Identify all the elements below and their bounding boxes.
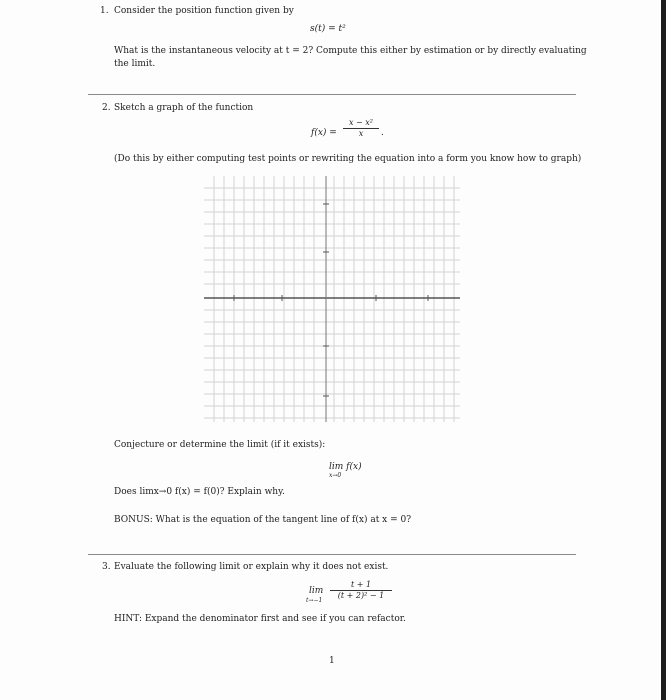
page-number: 1 — [329, 656, 335, 666]
axis-ticks — [234, 204, 428, 396]
q2-divider — [88, 554, 576, 555]
q2-number: 2. — [102, 103, 111, 113]
q3-lim-sub: t→−1 — [306, 597, 323, 604]
q1-formula: s(t) = t² — [310, 24, 346, 34]
q2-conjecture: Conjecture or determine the limit (if it exists): — [114, 440, 326, 450]
q2-limit-expr: lim f(x) — [329, 462, 362, 472]
q1-divider — [88, 94, 576, 95]
q2-does: Does limx→0 f(x) = f(0)? Explain why. — [114, 487, 285, 497]
q2-func-lhs: f(x) = — [311, 128, 337, 138]
q1-question: What is the instantaneous velocity at t = 2? Compute this either by estimation or by directly evaluating — [114, 46, 587, 56]
q1-number: 1. — [100, 6, 109, 16]
q2-bonus: BONUS: What is the equation of the tangent line of f(x) at x = 0? — [114, 515, 412, 525]
q2-func-numerator: x − x² — [343, 118, 379, 129]
blank-graph-grid[interactable] — [204, 176, 460, 422]
q2-instruction: (Do this by either computing test points or rewriting the equation into a form you know how to graph) — [114, 154, 582, 164]
q2-func-fraction — [343, 118, 379, 139]
grid-lines — [204, 176, 460, 422]
q2-limit-sub: x→0 — [329, 472, 342, 479]
q3-number: 3. — [102, 562, 111, 572]
q3-hint: HINT: Expand the denominator first and see if you can refactor. — [114, 614, 406, 624]
q3-prompt: Evaluate the following limit or explain why it does not exist. — [114, 562, 389, 572]
q2-prompt: Sketch a graph of the function — [114, 103, 254, 113]
q1-question-cont: the limit. — [114, 59, 156, 69]
q3-denominator: (t + 2)² − 1 — [337, 591, 385, 600]
window-edge — [661, 0, 666, 700]
q2-func-tail: . — [381, 128, 384, 138]
q3-numerator: t + 1 — [330, 580, 392, 591]
q3-lim: lim — [309, 586, 324, 596]
q2-func-denominator: x — [358, 129, 364, 138]
q1-prompt: Consider the position function given by — [114, 6, 294, 16]
q3-fraction — [330, 580, 392, 601]
